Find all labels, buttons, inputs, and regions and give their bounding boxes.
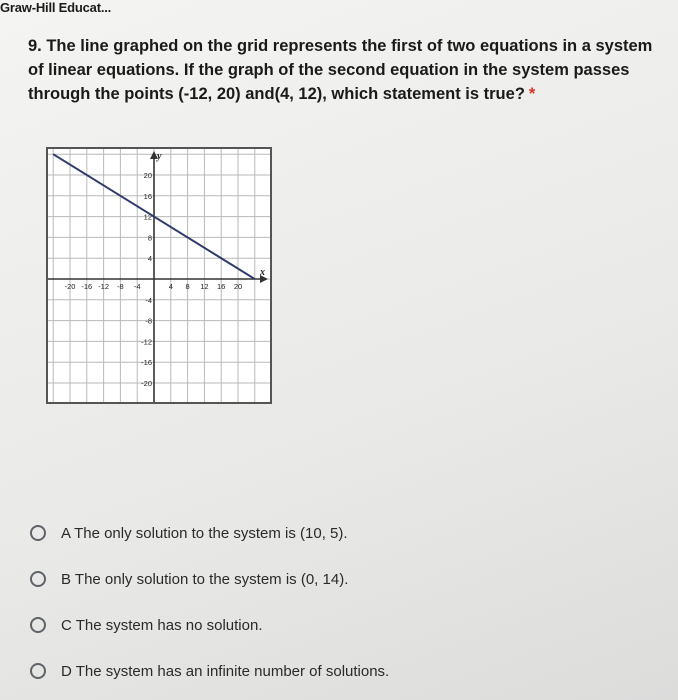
x-tick-label: 16 <box>217 282 226 291</box>
required-asterisk: * <box>528 85 536 103</box>
y-tick-label: 8 <box>147 233 152 243</box>
radio-button-icon[interactable] <box>30 525 46 541</box>
graph-canvas <box>48 149 270 402</box>
option-label: A The only solution to the system is (10, 5). <box>61 524 348 542</box>
question-prompt: 9. The line graphed on the grid represents the first of two equations in a system of linear equations. If the graph of the second equation in the system passes through the points (-12, 20) and(4, 12), which statement is true? <box>28 37 653 103</box>
x-axis-label: x <box>260 267 265 278</box>
y-axis-label: y <box>157 151 162 162</box>
option-b[interactable] <box>30 556 630 602</box>
option-a[interactable] <box>30 510 630 556</box>
radio-button-icon[interactable] <box>30 663 46 679</box>
y-tick-label: -12 <box>141 337 152 347</box>
radio-button-icon[interactable] <box>30 571 46 587</box>
y-tick-label: 16 <box>143 191 152 201</box>
y-tick-label: -4 <box>145 295 152 305</box>
coordinate-graph <box>46 147 272 404</box>
x-tick-label: 8 <box>185 282 190 291</box>
x-tick-label: -12 <box>98 282 110 291</box>
grid-lines <box>48 149 270 402</box>
x-tick-label: -8 <box>117 282 124 291</box>
option-label: C The system has no solution. <box>61 616 263 634</box>
x-tick-label: 12 <box>200 282 209 291</box>
option-label: D The system has an infinite number of solutions. <box>61 662 390 680</box>
radio-button-icon[interactable] <box>30 617 46 633</box>
axes <box>48 151 268 402</box>
option-label: B The only solution to the system is (0, 14). <box>61 570 349 588</box>
y-tick-label: 20 <box>143 171 152 180</box>
x-tick-label: -20 <box>64 282 76 291</box>
y-tick-label: 12 <box>143 212 152 222</box>
tab-title: Graw-Hill Educat... <box>0 0 112 15</box>
option-d[interactable] <box>30 648 630 694</box>
question-text <box>28 34 668 106</box>
x-tick-label: -4 <box>133 282 141 291</box>
tick-labels <box>65 151 265 388</box>
y-tick-label: 4 <box>147 254 152 264</box>
answer-options <box>30 510 630 694</box>
y-tick-label: -16 <box>141 358 152 368</box>
x-tick-label: 20 <box>233 282 243 291</box>
y-tick-label: -8 <box>145 316 152 326</box>
option-c[interactable] <box>30 602 630 648</box>
y-tick-label: -20 <box>141 379 152 388</box>
x-tick-label: 4 <box>168 282 173 291</box>
x-tick-label: -16 <box>81 282 93 291</box>
